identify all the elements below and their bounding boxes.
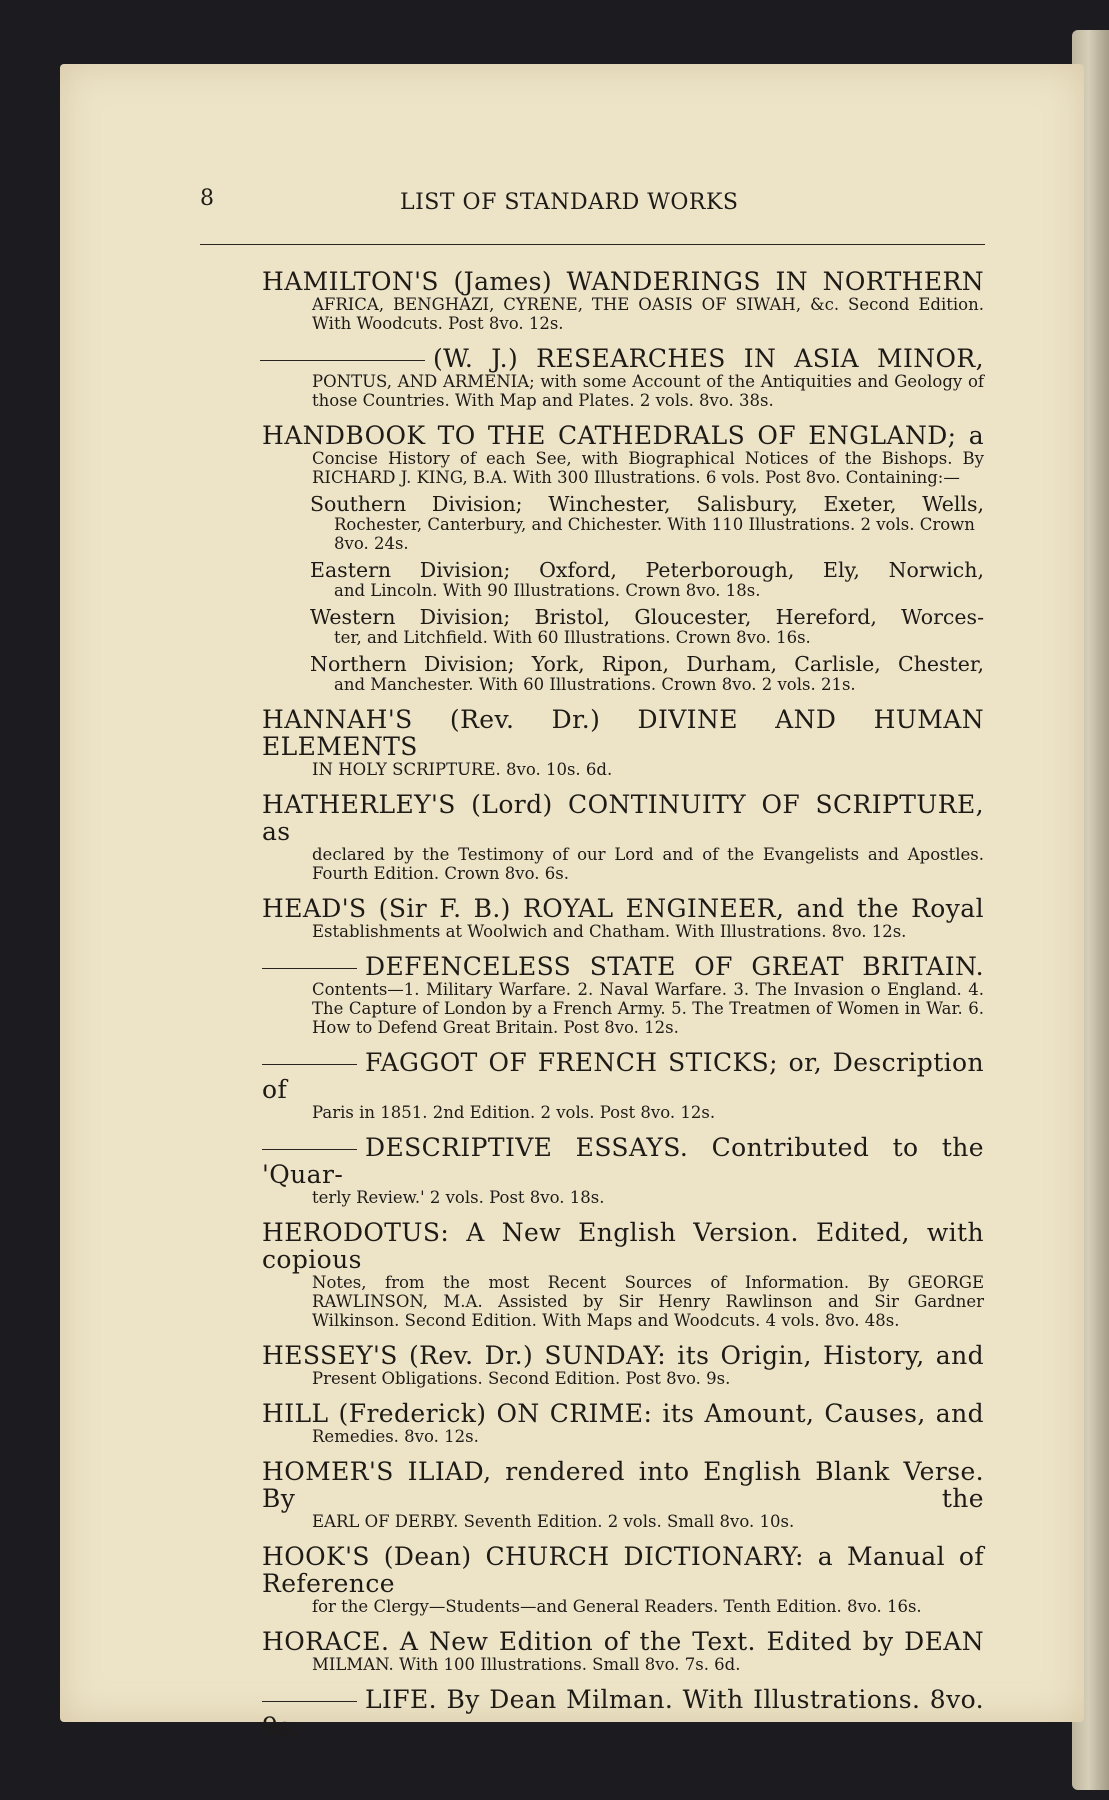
entry-heading: HERODOTUS: A New English Version. Edited, with copious bbox=[262, 1218, 984, 1274]
division-northern bbox=[262, 653, 984, 694]
entry-body: Notes, from the most Recent Sources of Information. By GEORGE RAWLINSON, M.A. Assisted by Sir Henry Rawlinson and Sir Gardner Wilkinson. Second Edition. With Maps and Woodcuts. 4 vols. 8vo. 48s. bbox=[312, 1273, 984, 1330]
entry-body: Present Obligations. Second Edition. Post 8vo. 9s. bbox=[312, 1369, 731, 1388]
division-body: and Lincoln. With 90 Illustrations. Crown 8vo. 18s. bbox=[334, 581, 761, 600]
entry-body: AFRICA, BENGHAZI, CYRENE, THE OASIS OF SIWAH, &c. Second Edition. With Woodcuts. Post 8vo. 12s. bbox=[312, 295, 984, 333]
entry-body: MILMAN. With 100 Illustrations. Small 8vo. 7s. 6d. bbox=[312, 1655, 741, 1674]
entry-body: PONTUS, AND ARMENIA; with some Account of the Antiquities and Geology of those Countries. With Map and Plates. 2 vols. 8vo. 38s. bbox=[312, 372, 984, 410]
division-western bbox=[262, 606, 984, 647]
entry-hill bbox=[262, 1400, 984, 1446]
division-heading: Western Division; Bristol, Gloucester, Hereford, Worces- bbox=[310, 605, 984, 629]
entry-head-essays bbox=[262, 1134, 984, 1207]
division-body: and Manchester. With 60 Illustrations. Crown 8vo. 2 vols. 21s. bbox=[334, 675, 856, 694]
entry-horace bbox=[262, 1628, 984, 1674]
division-body: ter, and Litchfield. With 60 Illustrations. Crown 8vo. 16s. bbox=[334, 628, 811, 647]
division-heading: Southern Division; Winchester, Salisbury, Exeter, Wells, bbox=[310, 492, 984, 516]
entry-heading-row bbox=[262, 1686, 984, 1740]
entry-hamilton-wj bbox=[262, 345, 984, 410]
entry-heading-row bbox=[262, 953, 984, 980]
entry-heading: HOOK'S (Dean) CHURCH DICTIONARY: a Manual of Reference bbox=[262, 1542, 984, 1598]
page-number: 8 bbox=[200, 186, 214, 211]
entry-heading: HEAD'S (Sir F. B.) ROYAL ENGINEER, and the Royal bbox=[262, 894, 984, 923]
catalogue-entries bbox=[262, 268, 984, 1752]
ditto-dash bbox=[262, 968, 357, 969]
division-body: Rochester, Canterbury, and Chichester. With 110 Illustrations. 2 vols. Crown 8vo. 24s. bbox=[334, 515, 975, 553]
division-eastern bbox=[262, 559, 984, 600]
entry-body: Contents—1. Military Warfare. 2. Naval Warfare. 3. The Invasion o England. 4. The Capture of London by a French Army. 5. The Treatmen of Women in War. 6. How to Defend Great Britain. Post 8vo. 12s. bbox=[312, 980, 984, 1037]
entry-hatherley bbox=[262, 791, 984, 883]
division-heading: Northern Division; York, Ripon, Durham, Carlisle, Chester, bbox=[310, 652, 984, 676]
entry-hannah bbox=[262, 706, 984, 779]
entry-body: declared by the Testimony of our Lord and of the Evangelists and Apostles. Fourth Edition. Crown 8vo. 6s. bbox=[312, 845, 984, 883]
ditto-dash bbox=[260, 360, 425, 361]
entry-heading: HANDBOOK TO THE CATHEDRALS OF ENGLAND; a bbox=[262, 421, 984, 450]
entry-body: Remedies. 8vo. 12s. bbox=[312, 1427, 479, 1446]
entry-hessey bbox=[262, 1342, 984, 1388]
entry-handbook-cathedrals bbox=[262, 422, 984, 694]
entry-heading: (W. J.) RESEARCHES IN ASIA MINOR, bbox=[433, 344, 984, 373]
entry-heading: HORACE. A New Edition of the Text. Edited by DEAN bbox=[262, 1627, 984, 1656]
entry-heading: HOMER'S ILIAD, rendered into English Blank Verse. By the bbox=[262, 1457, 984, 1513]
entry-heading-row bbox=[262, 1049, 984, 1103]
header-rule bbox=[200, 244, 985, 245]
ditto-dash bbox=[262, 1064, 357, 1065]
entry-horace-life bbox=[262, 1686, 984, 1740]
entry-heading: HESSEY'S (Rev. Dr.) SUNDAY: its Origin, History, and bbox=[262, 1341, 984, 1370]
entry-body: terly Review.' 2 vols. Post 8vo. 18s. bbox=[312, 1188, 605, 1207]
running-head: LIST OF STANDARD WORKS bbox=[400, 190, 739, 215]
entry-body: Concise History of each See, with Biographical Notices of the Bishops. By RICHARD J. KING, B.A. With 300 Illustrations. 6 vols. Post 8vo. Containing:— bbox=[312, 449, 984, 487]
entry-hook bbox=[262, 1543, 984, 1616]
entry-head-defenceless bbox=[262, 953, 984, 1037]
entry-body: Establishments at Woolwich and Chatham. With Illustrations. 8vo. 12s. bbox=[312, 922, 907, 941]
entry-hamilton-james bbox=[262, 268, 984, 333]
entry-heading: FAGGOT OF FRENCH STICKS; or, Description of bbox=[262, 1048, 984, 1104]
entry-heading-row bbox=[260, 345, 984, 372]
entry-body: Paris in 1851. 2nd Edition. 2 vols. Post 8vo. 12s. bbox=[312, 1103, 716, 1122]
entry-heading: HAMILTON'S (James) WANDERINGS IN NORTHERN bbox=[262, 267, 984, 296]
entry-head-royal-engineer bbox=[262, 895, 984, 941]
entry-body: for the Clergy—Students—and General Readers. Tenth Edition. 8vo. 16s. bbox=[312, 1597, 922, 1616]
entry-homer bbox=[262, 1458, 984, 1531]
entry-heading: HANNAH'S (Rev. Dr.) DIVINE AND HUMAN ELEMENTS bbox=[262, 705, 984, 761]
entry-heading: HATHERLEY'S (Lord) CONTINUITY OF SCRIPTURE, as bbox=[262, 790, 984, 846]
division-southern bbox=[262, 493, 984, 553]
entry-body: IN HOLY SCRIPTURE. 8vo. 10s. 6d. bbox=[312, 760, 613, 779]
ditto-dash bbox=[262, 1701, 357, 1702]
entry-heading: HILL (Frederick) ON CRIME: its Amount, Causes, and bbox=[262, 1399, 984, 1428]
entry-heading: DESCRIPTIVE ESSAYS. Contributed to the 'Quar- bbox=[262, 1133, 984, 1189]
entry-body: EARL OF DERBY. Seventh Edition. 2 vols. Small 8vo. 10s. bbox=[312, 1512, 795, 1531]
division-heading: Eastern Division; Oxford, Peterborough, Ely, Norwich, bbox=[310, 558, 984, 582]
entry-heading: DEFENCELESS STATE OF GREAT BRITAIN. bbox=[365, 952, 984, 981]
entry-heading-row bbox=[262, 1134, 984, 1188]
entry-heading: LIFE. By Dean Milman. With Illustrations. 8vo. 9s. bbox=[262, 1685, 984, 1741]
entry-head-faggot bbox=[262, 1049, 984, 1122]
ditto-dash bbox=[262, 1149, 357, 1150]
entry-herodotus bbox=[262, 1219, 984, 1330]
